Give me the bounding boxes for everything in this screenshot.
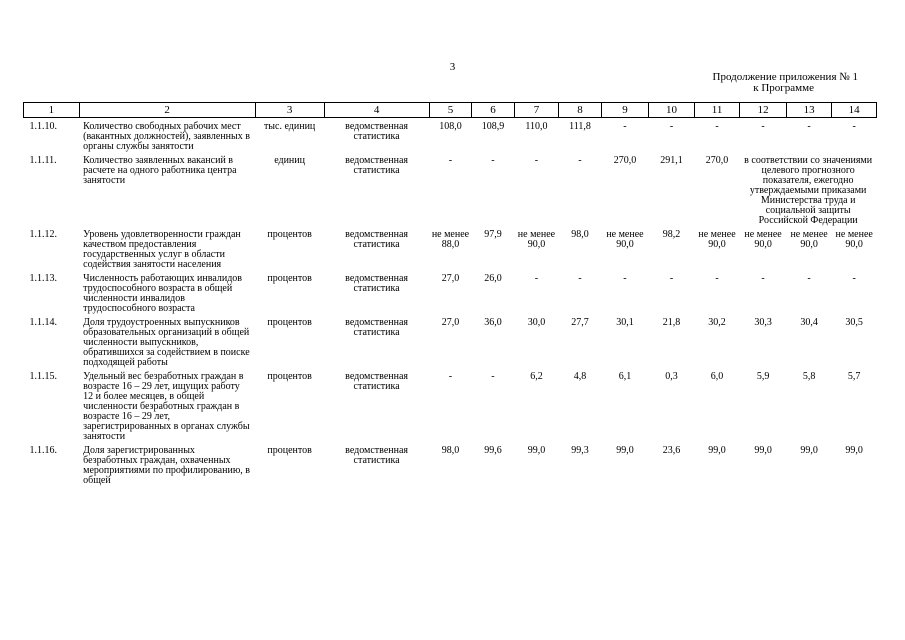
value-cell: 98,2: [662, 229, 681, 240]
source-cell: ведомственная статистика: [345, 155, 409, 176]
header-cell: 9: [601, 103, 649, 118]
value-cell: -: [715, 273, 719, 284]
unit-cell: единиц: [274, 155, 305, 166]
table-row: [24, 270, 877, 314]
header-cell: 11: [694, 103, 740, 118]
value-cell: 21,8: [662, 317, 681, 328]
table-row: [24, 442, 877, 486]
value-cell: 99,0: [616, 445, 634, 456]
value-cell: -: [807, 273, 811, 284]
unit-cell: процентов: [267, 317, 312, 328]
value-cell: 30,2: [708, 317, 726, 328]
continuation-line-2: к Программе: [753, 82, 814, 94]
indicator-name: Удельный вес безработных граждан в возрасте 16 – 29 лет, ищущих работу 12 и более месяцев, в общей численности безработных граждан в возрасте 16 – 29 лет, зарегистрированных в органах службы занятости: [83, 371, 250, 442]
table-row: [24, 314, 877, 368]
value-cell: -: [491, 155, 495, 166]
value-cell: -: [623, 273, 627, 284]
table-row: [24, 368, 877, 442]
value-cell: 111,8: [569, 121, 591, 132]
row-number: 1.1.12.: [29, 229, 57, 240]
row-number: 1.1.10.: [29, 121, 57, 132]
value-cell: 99,0: [708, 445, 726, 456]
continuation-line-1: Продолжение приложения № 1: [712, 71, 858, 83]
header-cell: 4: [324, 103, 429, 118]
value-cell: -: [852, 121, 856, 132]
source-cell: ведомственная статистика: [345, 229, 409, 250]
unit-cell: процентов: [267, 229, 312, 240]
header-cell: 6: [472, 103, 514, 118]
source-cell: ведомственная статистика: [345, 445, 409, 466]
table-row: [24, 152, 877, 226]
value-cell: не менее 90,0: [744, 229, 782, 250]
value-cell: 5,9: [756, 371, 770, 382]
header-cell: 1: [24, 103, 80, 118]
value-cell: 5,7: [847, 371, 861, 382]
indicator-name: Количество заявленных вакансий в расчете на одного работника центра занятости: [83, 155, 237, 186]
header-cell: 14: [832, 103, 877, 118]
value-cell: -: [669, 121, 674, 132]
note-cell: в соответствии со значениями целевого прогнозного показателя, ежегодно утверждаемыми приказами Министерства труда и социальной защиты Российской Федерации: [744, 155, 873, 226]
header-cell: 5: [429, 103, 471, 118]
value-cell: не менее 90,0: [517, 229, 556, 250]
table-row: [24, 226, 877, 270]
value-cell: -: [715, 121, 719, 132]
row-number: 1.1.13.: [29, 273, 57, 284]
row-number: 1.1.11.: [29, 155, 57, 166]
row-number: 1.1.15.: [29, 371, 57, 382]
page-number: 3: [449, 61, 456, 73]
value-cell: 30,5: [845, 317, 863, 328]
value-cell: 30,1: [616, 317, 634, 328]
value-cell: -: [761, 273, 765, 284]
value-cell: 97,9: [484, 229, 502, 240]
value-cell: -: [761, 121, 765, 132]
value-cell: 6,2: [530, 371, 543, 382]
value-cell: 5,8: [802, 371, 816, 382]
indicator-name: Уровень удовлетворенности граждан качеством предоставления государственных услуг в области содействия занятости населения: [83, 229, 241, 270]
value-cell: не менее 90,0: [698, 229, 736, 250]
value-cell: 99,6: [484, 445, 502, 456]
value-cell: не менее 90,0: [835, 229, 873, 250]
header-cell: 13: [786, 103, 832, 118]
header-cell: 3: [255, 103, 324, 118]
source-cell: ведомственная статистика: [345, 317, 409, 338]
value-cell: 98,0: [441, 445, 460, 456]
header-cell: 12: [740, 103, 787, 118]
value-cell: -: [852, 273, 856, 284]
indicators-table: [23, 102, 877, 486]
value-cell: -: [578, 155, 582, 166]
value-cell: 108,9: [481, 121, 505, 132]
unit-cell: процентов: [267, 371, 312, 382]
value-cell: 27,0: [441, 317, 460, 328]
value-cell: -: [623, 121, 627, 132]
value-cell: не менее 90,0: [790, 229, 828, 250]
header-cell: 10: [649, 103, 695, 118]
value-cell: -: [807, 121, 811, 132]
value-cell: 270,0: [613, 155, 637, 166]
source-cell: ведомственная статистика: [345, 121, 409, 142]
value-cell: 0,3: [665, 371, 678, 382]
indicator-name: Доля зарегистрированных безработных граждан, охваченных мероприятиями по профилированию, в общей: [83, 445, 251, 486]
value-cell: 270,0: [705, 155, 729, 166]
value-cell: 108,0: [439, 121, 462, 132]
value-cell: -: [491, 371, 495, 382]
unit-cell: процентов: [267, 445, 312, 456]
value-cell: 6,1: [618, 371, 632, 382]
value-cell: -: [669, 273, 674, 284]
value-cell: 23,6: [662, 445, 681, 456]
value-cell: 110,0: [525, 121, 548, 132]
value-cell: 99,3: [571, 445, 589, 456]
value-cell: 26,0: [484, 273, 502, 284]
header-cell: 2: [79, 103, 255, 118]
value-cell: 4,8: [573, 371, 587, 382]
indicator-name: Доля трудоустроенных выпускников образовательных организаций в общей численности выпускников, обратившихся за содействием в поиске подходящей работы: [83, 317, 250, 368]
value-cell: 98,0: [571, 229, 589, 240]
indicator-name: Количество свободных рабочих мест (вакантных должностей), заявленных в органы службы занятости: [83, 121, 250, 152]
value-cell: 99,0: [527, 445, 546, 456]
unit-cell: процентов: [267, 273, 312, 284]
source-cell: ведомственная статистика: [345, 371, 409, 392]
value-cell: 27,0: [441, 273, 460, 284]
value-cell: 99,0: [800, 445, 818, 456]
value-cell: 30,4: [800, 317, 818, 328]
header-row: [24, 103, 877, 118]
value-cell: 99,0: [754, 445, 772, 456]
row-number: 1.1.16.: [29, 445, 57, 456]
header-cell: 7: [514, 103, 559, 118]
value-cell: -: [578, 273, 582, 284]
continuation-note: [600, 72, 858, 94]
value-cell: -: [448, 155, 453, 166]
value-cell: 291,1: [660, 155, 683, 166]
value-cell: 36,0: [484, 317, 502, 328]
value-cell: -: [448, 371, 453, 382]
value-cell: -: [534, 273, 539, 284]
header-cell: 8: [559, 103, 601, 118]
row-number: 1.1.14.: [29, 317, 57, 328]
value-cell: не менее 90,0: [606, 229, 644, 250]
value-cell: 99,0: [845, 445, 863, 456]
value-cell: 30,0: [527, 317, 546, 328]
indicator-name: Численность работающих инвалидов трудоспособного возраста в общей численности инвалидов трудоспособного возраста: [83, 273, 242, 314]
table-row: [24, 118, 877, 153]
value-cell: -: [534, 155, 539, 166]
source-cell: ведомственная статистика: [345, 273, 409, 294]
value-cell: 6,0: [710, 371, 724, 382]
value-cell: не менее 88,0: [431, 229, 470, 250]
unit-cell: тыс. единиц: [263, 121, 316, 132]
value-cell: 27,7: [571, 317, 589, 328]
value-cell: 30,3: [754, 317, 772, 328]
